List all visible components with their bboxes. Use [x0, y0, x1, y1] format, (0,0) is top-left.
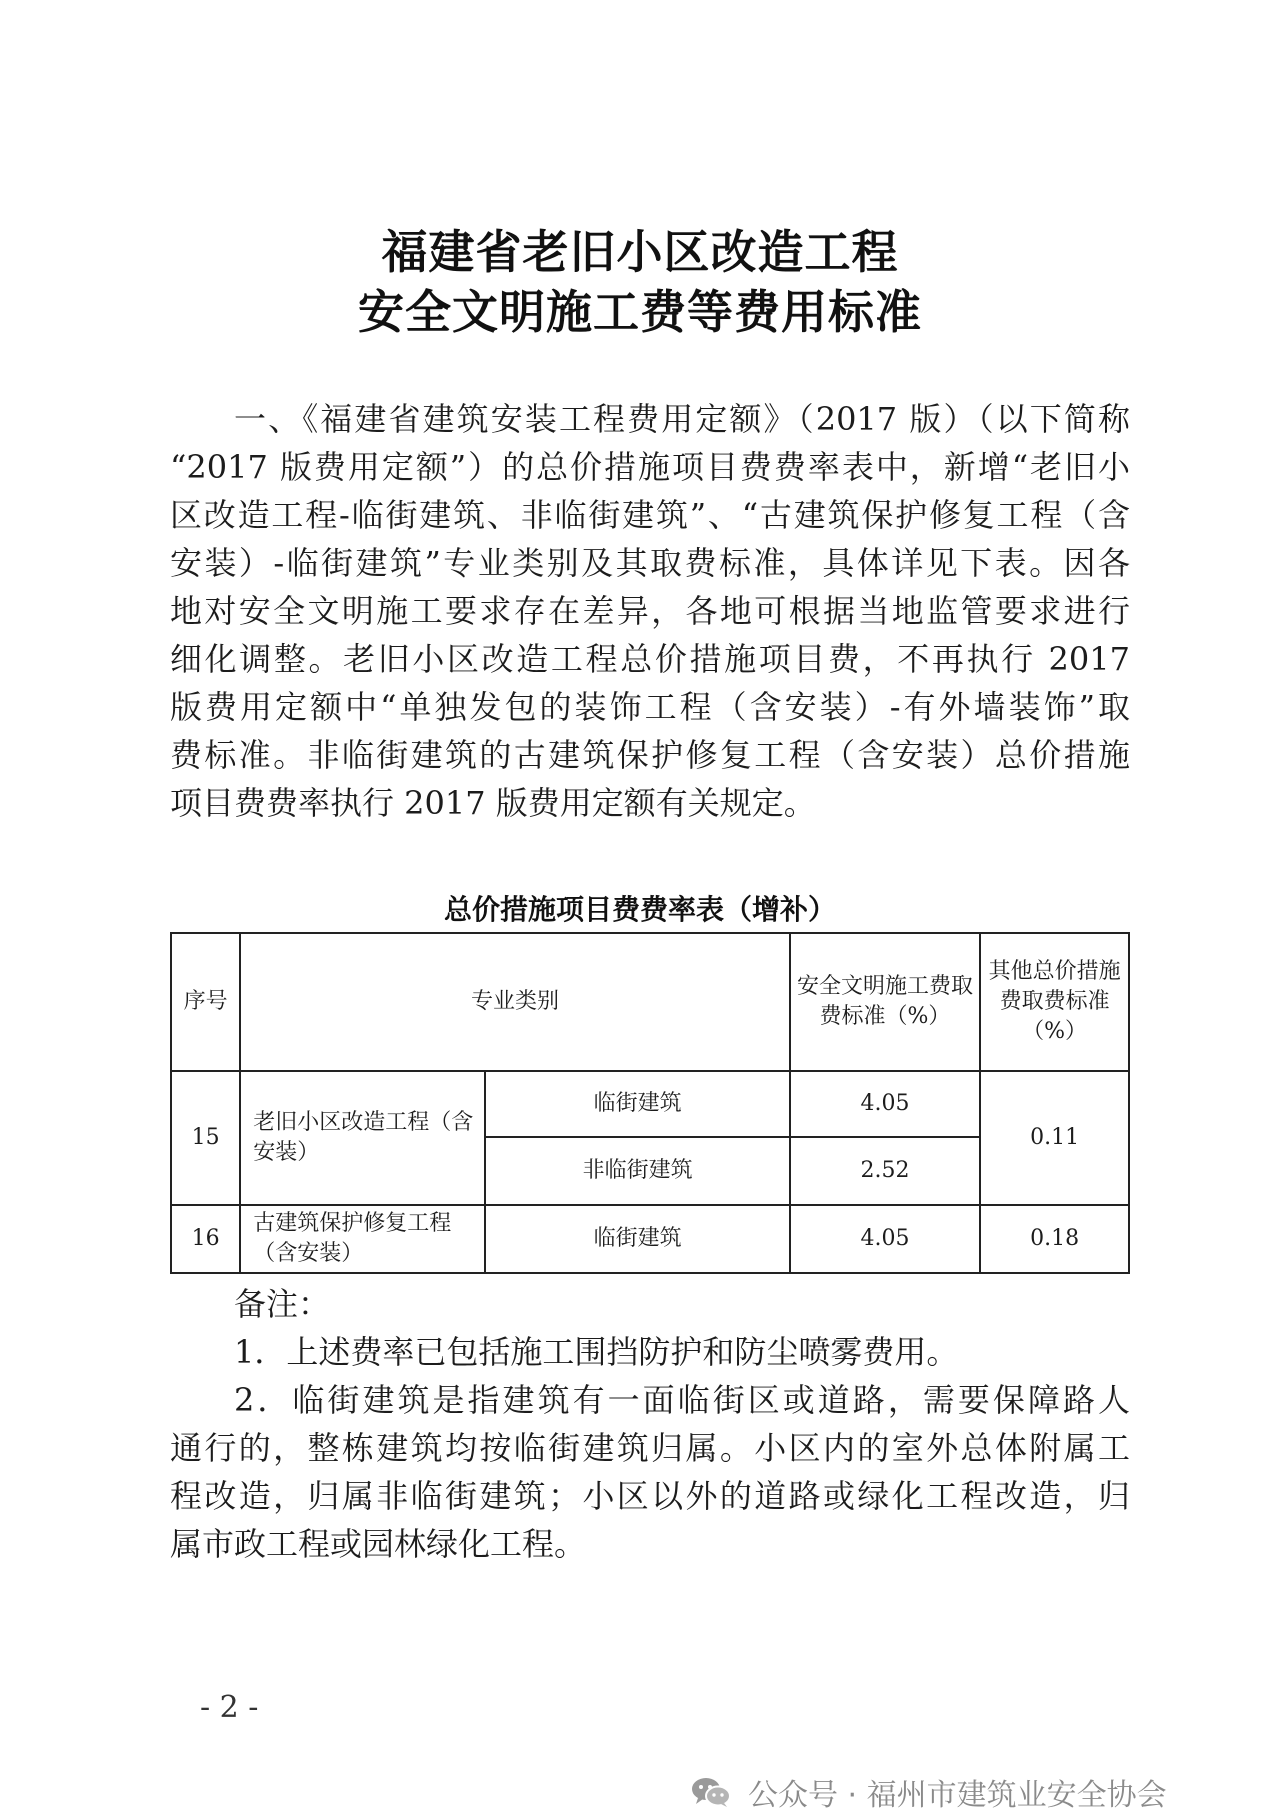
- row-safety-rate: 2.52: [790, 1137, 980, 1205]
- intro-line: 一、《福建省建筑安装工程费用定额》（2017 版）（以下简称: [234, 400, 1130, 438]
- watermark-text: 公众号 · 福州市建筑业安全协会: [748, 1778, 1167, 1813]
- row-safety-rate: 4.05: [790, 1205, 980, 1273]
- row-safety-rate: 4.05: [790, 1071, 980, 1137]
- document-title-line-1: 福建省老旧小区改造工程: [381, 225, 899, 279]
- row-other-rate: 0.18: [980, 1205, 1129, 1273]
- intro-line: 项目费费率执行 2017 版费用定额有关规定。: [170, 784, 816, 822]
- intro-line: “2017 版费用定额”）的总价措施项目费费率表中，新增“老旧小: [170, 448, 1130, 486]
- header-seq: 序号: [171, 933, 240, 1071]
- page-number: - 2 -: [200, 1690, 259, 1725]
- notes-heading: 备注：: [234, 1285, 331, 1323]
- row-subcategory: 非临街建筑: [485, 1137, 789, 1205]
- note-item-line: 程改造，归属非临街建筑；小区以外的道路或绿化工程改造，归: [170, 1477, 1130, 1515]
- intro-line: 费标准。非临街建筑的古建筑保护修复工程（含安装）总价措施: [170, 736, 1130, 774]
- row-subcategory: 临街建筑: [485, 1071, 789, 1137]
- wechat-icon: [690, 1776, 732, 1808]
- intro-paragraph: [170, 395, 1130, 827]
- table-row: [171, 1205, 1129, 1273]
- row-category: 古建筑保护修复工程（含安装）: [240, 1205, 485, 1273]
- rate-table: [170, 932, 1130, 1274]
- table-title: 总价措施项目费费率表（增补）: [443, 893, 836, 926]
- row-other-rate: 0.11: [980, 1071, 1129, 1205]
- note-item: 1．上述费率已包括施工围挡防护和防尘喷雾费用。: [234, 1333, 959, 1371]
- header-safety-rate: 安全文明施工费取费标准（%）: [790, 933, 980, 1071]
- header-other-rate: 其他总价措施费取费标准（%）: [980, 933, 1129, 1071]
- row-category: 老旧小区改造工程（含安装）: [240, 1071, 485, 1205]
- watermark: [690, 1772, 1167, 1812]
- row-seq: 15: [171, 1071, 240, 1205]
- note-item-line: 通行的，整栋建筑均按临街建筑归属。小区内的室外总体附属工: [170, 1429, 1130, 1467]
- table-header-row: [171, 933, 1129, 1071]
- header-category: 专业类别: [240, 933, 790, 1071]
- document-title-line-2: 安全文明施工费等费用标准: [358, 285, 922, 339]
- intro-line: 细化调整。老旧小区改造工程总价措施项目费，不再执行 2017: [170, 640, 1130, 678]
- intro-line: 地对安全文明施工要求存在差异，各地可根据当地监管要求进行: [170, 592, 1130, 630]
- note-item-line: 2．临街建筑是指建筑有一面临街区或道路，需要保障路人: [234, 1381, 1130, 1419]
- notes-section: [170, 1280, 1130, 1568]
- table-row: [171, 1071, 1129, 1137]
- row-subcategory: 临街建筑: [485, 1205, 789, 1273]
- intro-line: 安装）-临街建筑”专业类别及其取费标准，具体详见下表。因各: [170, 544, 1130, 582]
- row-seq: 16: [171, 1205, 240, 1273]
- intro-line: 版费用定额中“单独发包的装饰工程（含安装）-有外墙装饰”取: [170, 688, 1130, 726]
- intro-line: 区改造工程-临街建筑、非临街建筑”、“古建筑保护修复工程（含: [170, 496, 1130, 534]
- note-item-line: 属市政工程或园林绿化工程。: [170, 1525, 587, 1563]
